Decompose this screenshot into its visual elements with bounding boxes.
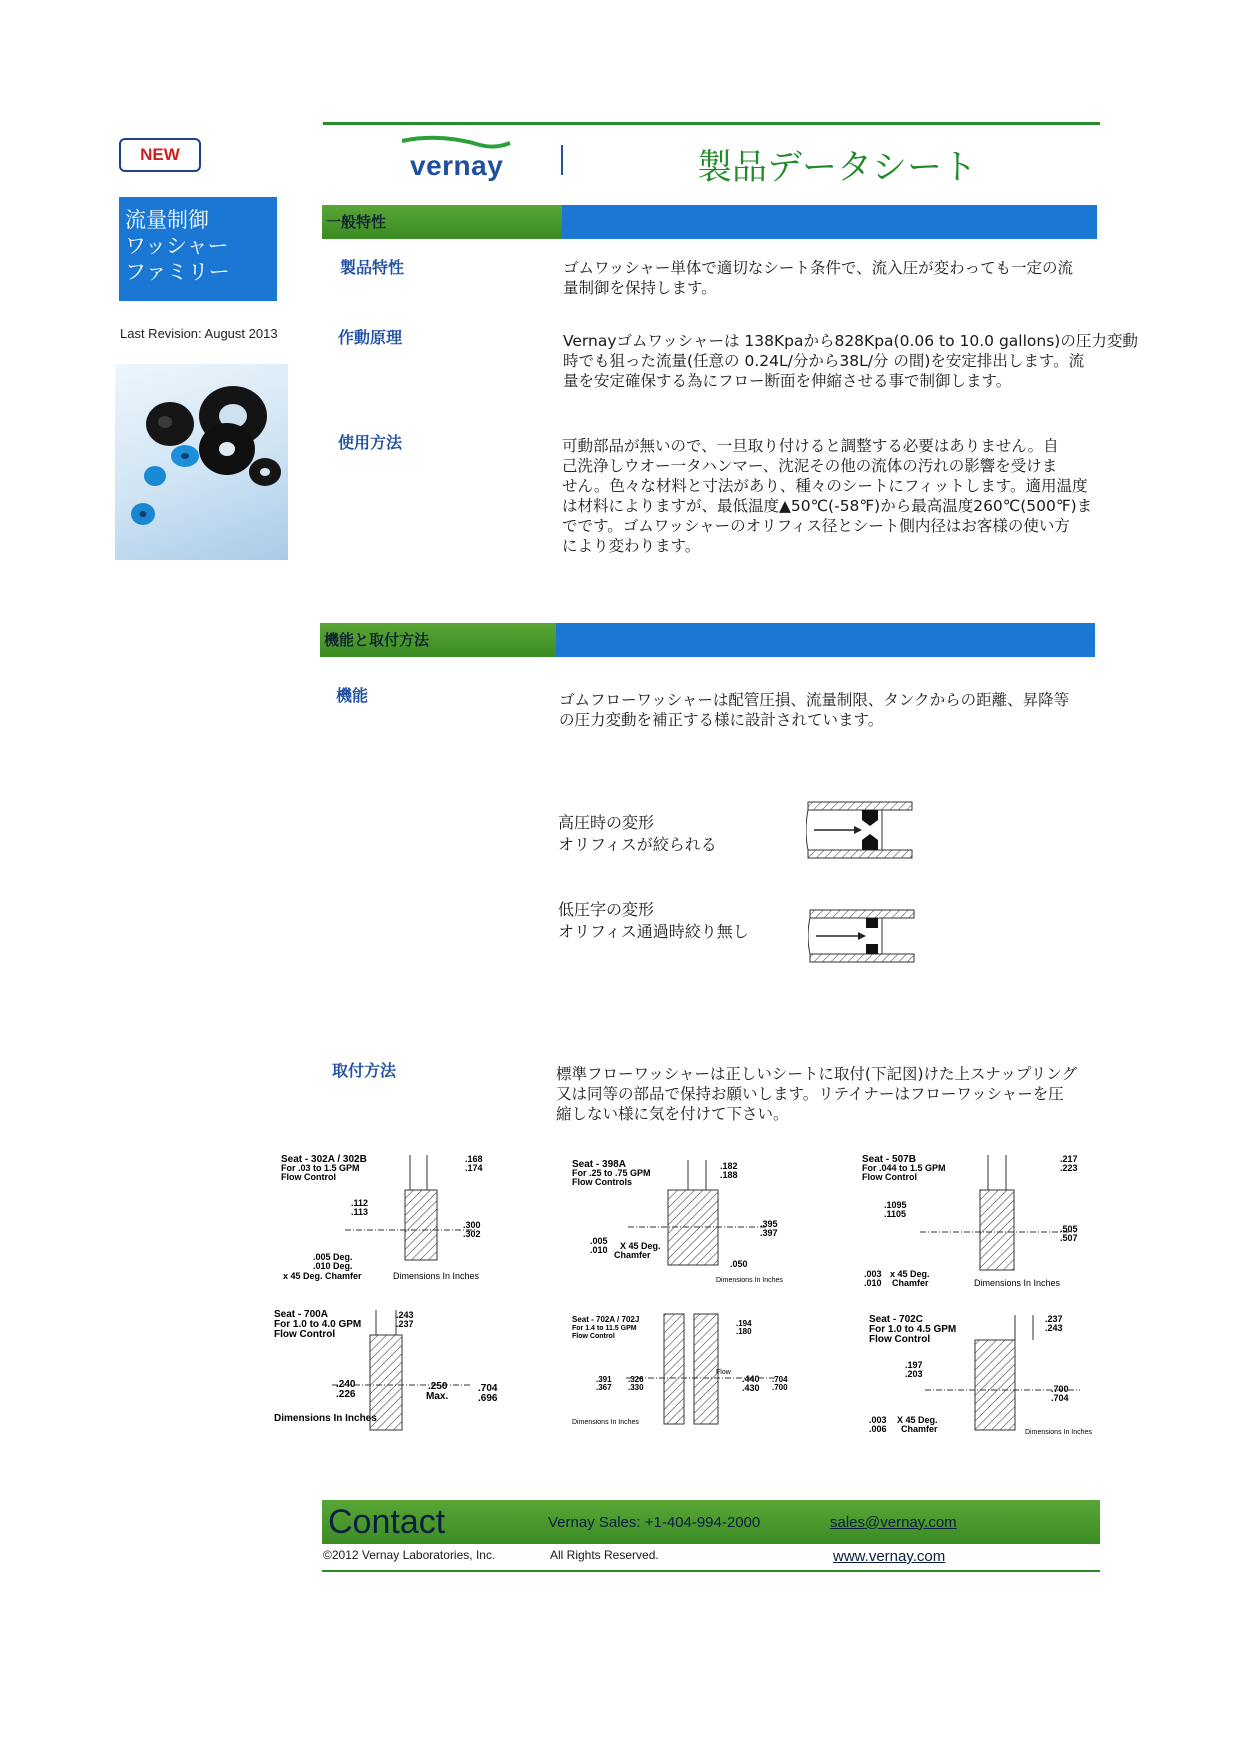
- svg-text:.203: .203: [905, 1369, 923, 1379]
- svg-text:.223: .223: [1060, 1163, 1078, 1173]
- family-line: ファミリー: [125, 260, 230, 284]
- svg-text:.168: .168: [465, 1154, 483, 1164]
- svg-text:.005: .005: [590, 1236, 608, 1246]
- seat-drawing-702a: [566, 1312, 801, 1442]
- sales-phone: Vernay Sales: +1-404-994-2000: [548, 1513, 761, 1531]
- text-usage: 可動部品が無いので、一旦取り付けると調整する必要はありません。自 己洗浄しウオー一タハンマー、沈泥その他の流体の汚れの影響を受けま せん。色々な材料と寸法があり、種々のシートにフィットします。適用温度 は材料によりますが、最低温度▲50℃(-58℉)から最高温度260℃(500℉)ま でです。ゴムワッシャーのオリフィス径とシート側内径はお客様の使い方 により変わります。: [562, 437, 1093, 555]
- svg-text:.050: .050: [730, 1259, 748, 1269]
- low-pressure-diagram: [808, 908, 916, 964]
- svg-text:For .25 to .75 GPM: For .25 to .75 GPM: [572, 1168, 651, 1178]
- svg-text:.704: .704: [478, 1383, 498, 1394]
- seat-drawing-398: [568, 1155, 798, 1290]
- document-title: 製品データシート: [697, 148, 978, 188]
- svg-text:.217: .217: [1060, 1154, 1078, 1164]
- svg-text:For .03 to 1.5 GPM: For .03 to 1.5 GPM: [281, 1163, 360, 1173]
- svg-text:.174: .174: [465, 1163, 483, 1173]
- svg-text:x 45 Deg. Chamfer: x 45 Deg. Chamfer: [283, 1271, 362, 1281]
- high-pressure-diagram: [806, 800, 914, 860]
- svg-text:.430: .430: [742, 1383, 760, 1393]
- section-bar-function-install: [320, 623, 1095, 657]
- label-installation: 取付方法: [332, 1061, 397, 1080]
- svg-text:.006: .006: [869, 1424, 887, 1434]
- rights-reserved: All Rights Reserved.: [550, 1548, 659, 1562]
- copyright: ©2012 Vernay Laboratories, Inc.: [323, 1548, 496, 1562]
- svg-text:.704: .704: [772, 1375, 788, 1384]
- svg-text:For 1.0 to 4.5 GPM: For 1.0 to 4.5 GPM: [869, 1324, 957, 1335]
- svg-text:.397: .397: [760, 1228, 778, 1238]
- dimensions-note: Dimensions In Inches: [1025, 1429, 1092, 1436]
- product-photo: [115, 364, 288, 560]
- svg-text:.300: .300: [463, 1220, 481, 1230]
- svg-text:For 1.0 to 4.0 GPM: For 1.0 to 4.0 GPM: [274, 1319, 362, 1330]
- drawing-title: Seat - 507B: [862, 1154, 916, 1165]
- caption-low-pressure: 低圧字の変形 オリフィス通過時絞り無し: [558, 900, 749, 941]
- contact-bar: [322, 1500, 1100, 1544]
- caption-high-pressure: 高圧時の変形 オリフィスが絞られる: [558, 813, 717, 854]
- svg-text:Chamfer: Chamfer: [614, 1250, 651, 1260]
- svg-text:.250: .250: [428, 1381, 448, 1392]
- section-heading: 機能と取付方法: [320, 623, 556, 657]
- website-link[interactable]: www.vernay.com: [833, 1548, 946, 1565]
- svg-text:.240: .240: [336, 1379, 356, 1390]
- dimensions-note: Dimensions In Inches: [716, 1277, 783, 1284]
- svg-text:Flow Control: Flow Control: [281, 1172, 336, 1182]
- text-function: ゴムフローワッシャーは配管圧損、流量制限、タンクからの距離、昇降等 の圧力変動を補正する様に設計されています。: [559, 691, 1070, 729]
- bottom-rule: [322, 1570, 1100, 1572]
- svg-text:.197: .197: [905, 1360, 923, 1370]
- svg-text:Max.: Max.: [426, 1391, 449, 1402]
- drawing-title: Seat - 702A / 702J: [572, 1315, 640, 1324]
- dimensions-note: Dimensions In Inches: [974, 1278, 1061, 1288]
- svg-text:X 45 Deg.: X 45 Deg.: [620, 1241, 661, 1251]
- drawing-title: Seat - 398A: [572, 1159, 626, 1170]
- svg-text:.237: .237: [396, 1319, 414, 1329]
- section-bar-general: [322, 205, 1097, 239]
- svg-text:.700: .700: [1051, 1384, 1069, 1394]
- svg-text:Flow: Flow: [716, 1369, 731, 1376]
- svg-text:.237: .237: [1045, 1314, 1063, 1324]
- svg-text:.003: .003: [869, 1415, 887, 1425]
- email-link[interactable]: sales@vernay.com: [830, 1513, 957, 1531]
- svg-text:.700: .700: [772, 1383, 788, 1392]
- svg-text:For 1.4 to 11.5 GPM: For 1.4 to 11.5 GPM: [572, 1325, 637, 1332]
- svg-text:.507: .507: [1060, 1233, 1078, 1243]
- svg-text:.395: .395: [760, 1219, 778, 1229]
- seat-drawing-702c: [865, 1310, 1097, 1445]
- svg-text:For .044 to 1.5 GPM: For .044 to 1.5 GPM: [862, 1163, 946, 1173]
- contact-heading: Contact: [328, 1502, 446, 1541]
- svg-text:.505: .505: [1060, 1224, 1078, 1234]
- svg-text:.1105: .1105: [884, 1209, 907, 1219]
- svg-text:Flow Control: Flow Control: [869, 1334, 931, 1345]
- svg-text:.1095: .1095: [884, 1200, 907, 1210]
- svg-text:.226: .226: [336, 1389, 356, 1400]
- svg-text:.005 Deg.: .005 Deg.: [313, 1252, 353, 1262]
- svg-text:.113: .113: [351, 1207, 369, 1217]
- svg-text:.010: .010: [864, 1278, 882, 1288]
- svg-text:.243: .243: [396, 1310, 414, 1320]
- family-line: ワッシャー: [125, 234, 229, 258]
- svg-text:.440: .440: [742, 1374, 760, 1384]
- svg-text:.704: .704: [1051, 1393, 1069, 1403]
- label-usage: 使用方法: [338, 433, 403, 452]
- last-revision: Last Revision: August 2013: [120, 326, 278, 341]
- dimensions-note: Dimensions In Inches: [393, 1271, 480, 1281]
- washers-illustration: [115, 364, 288, 560]
- family-line: 流量制御: [125, 208, 209, 232]
- svg-text:.367: .367: [596, 1383, 612, 1392]
- label-product-features: 製品特性: [340, 258, 405, 277]
- svg-text:.010 Deg.: .010 Deg.: [313, 1261, 353, 1271]
- top-rule: [323, 122, 1100, 125]
- drawing-title: Seat - 700A: [274, 1309, 328, 1320]
- svg-text:x 45 Deg.: x 45 Deg.: [890, 1269, 930, 1279]
- header-separator: [561, 145, 563, 175]
- seat-drawing-507: [860, 1150, 1095, 1290]
- new-badge: NEW: [119, 138, 201, 172]
- svg-text:.182: .182: [720, 1161, 738, 1171]
- svg-text:.003: .003: [864, 1269, 882, 1279]
- svg-text:X 45 Deg.: X 45 Deg.: [897, 1415, 938, 1425]
- svg-text:.696: .696: [478, 1393, 498, 1404]
- section-heading: 一般特性: [322, 205, 562, 239]
- svg-text:Flow Control: Flow Control: [862, 1172, 917, 1182]
- svg-text:.112: .112: [351, 1198, 369, 1208]
- svg-text:.330: .330: [628, 1383, 644, 1392]
- svg-text:.194: .194: [736, 1319, 752, 1328]
- dimensions-note: Dimensions In Inches: [274, 1413, 377, 1424]
- label-operating-principle: 作動原理: [338, 328, 403, 347]
- svg-text:Flow Controls: Flow Controls: [572, 1177, 632, 1187]
- text-installation: 標準フローワッシャーは正しいシートに取付(下記図)けた上スナップリング 又は同等の部品で保持お願いします。リテイナーはフローワッシャーを圧 縮しない様に気を付けて下さい。: [556, 1065, 1077, 1123]
- svg-text:Flow Control: Flow Control: [274, 1329, 336, 1340]
- drawing-title: Seat - 302A / 302B: [281, 1154, 367, 1165]
- drawing-title: Seat - 702C: [869, 1314, 923, 1325]
- svg-text:.243: .243: [1045, 1323, 1063, 1333]
- svg-text:Chamfer: Chamfer: [892, 1278, 929, 1288]
- svg-text:.391: .391: [596, 1375, 612, 1384]
- vernay-logo: vernay: [410, 150, 504, 181]
- svg-text:.010: .010: [590, 1245, 608, 1255]
- svg-text:.326: .326: [628, 1375, 644, 1384]
- text-operating-principle: Vernayゴムワッシャーは 138Kpaから828Kpa(0.06 to 10.0 gallons)の圧力変動 時でも狙った流量(任意の 0.24L/分から38L/分 の間)を安定排出します。流 量を安定確保する為にフロー断面を伸縮させる事で制御します。: [563, 332, 1138, 390]
- seat-drawing-700: [272, 1305, 507, 1440]
- svg-text:Chamfer: Chamfer: [901, 1424, 938, 1434]
- svg-text:.188: .188: [720, 1170, 738, 1180]
- text-product-features: ゴムワッシャー単体で適切なシート条件で、流入圧が変わっても一定の流 量制御を保持します。: [563, 259, 1073, 297]
- svg-text:.302: .302: [463, 1229, 481, 1239]
- label-function: 機能: [336, 686, 369, 705]
- svg-text:Flow Control: Flow Control: [572, 1333, 615, 1340]
- product-family-box: [119, 197, 277, 301]
- dimensions-note: Dimensions In Inches: [572, 1419, 639, 1426]
- seat-drawing-302: [275, 1150, 505, 1285]
- svg-text:.180: .180: [736, 1327, 752, 1336]
